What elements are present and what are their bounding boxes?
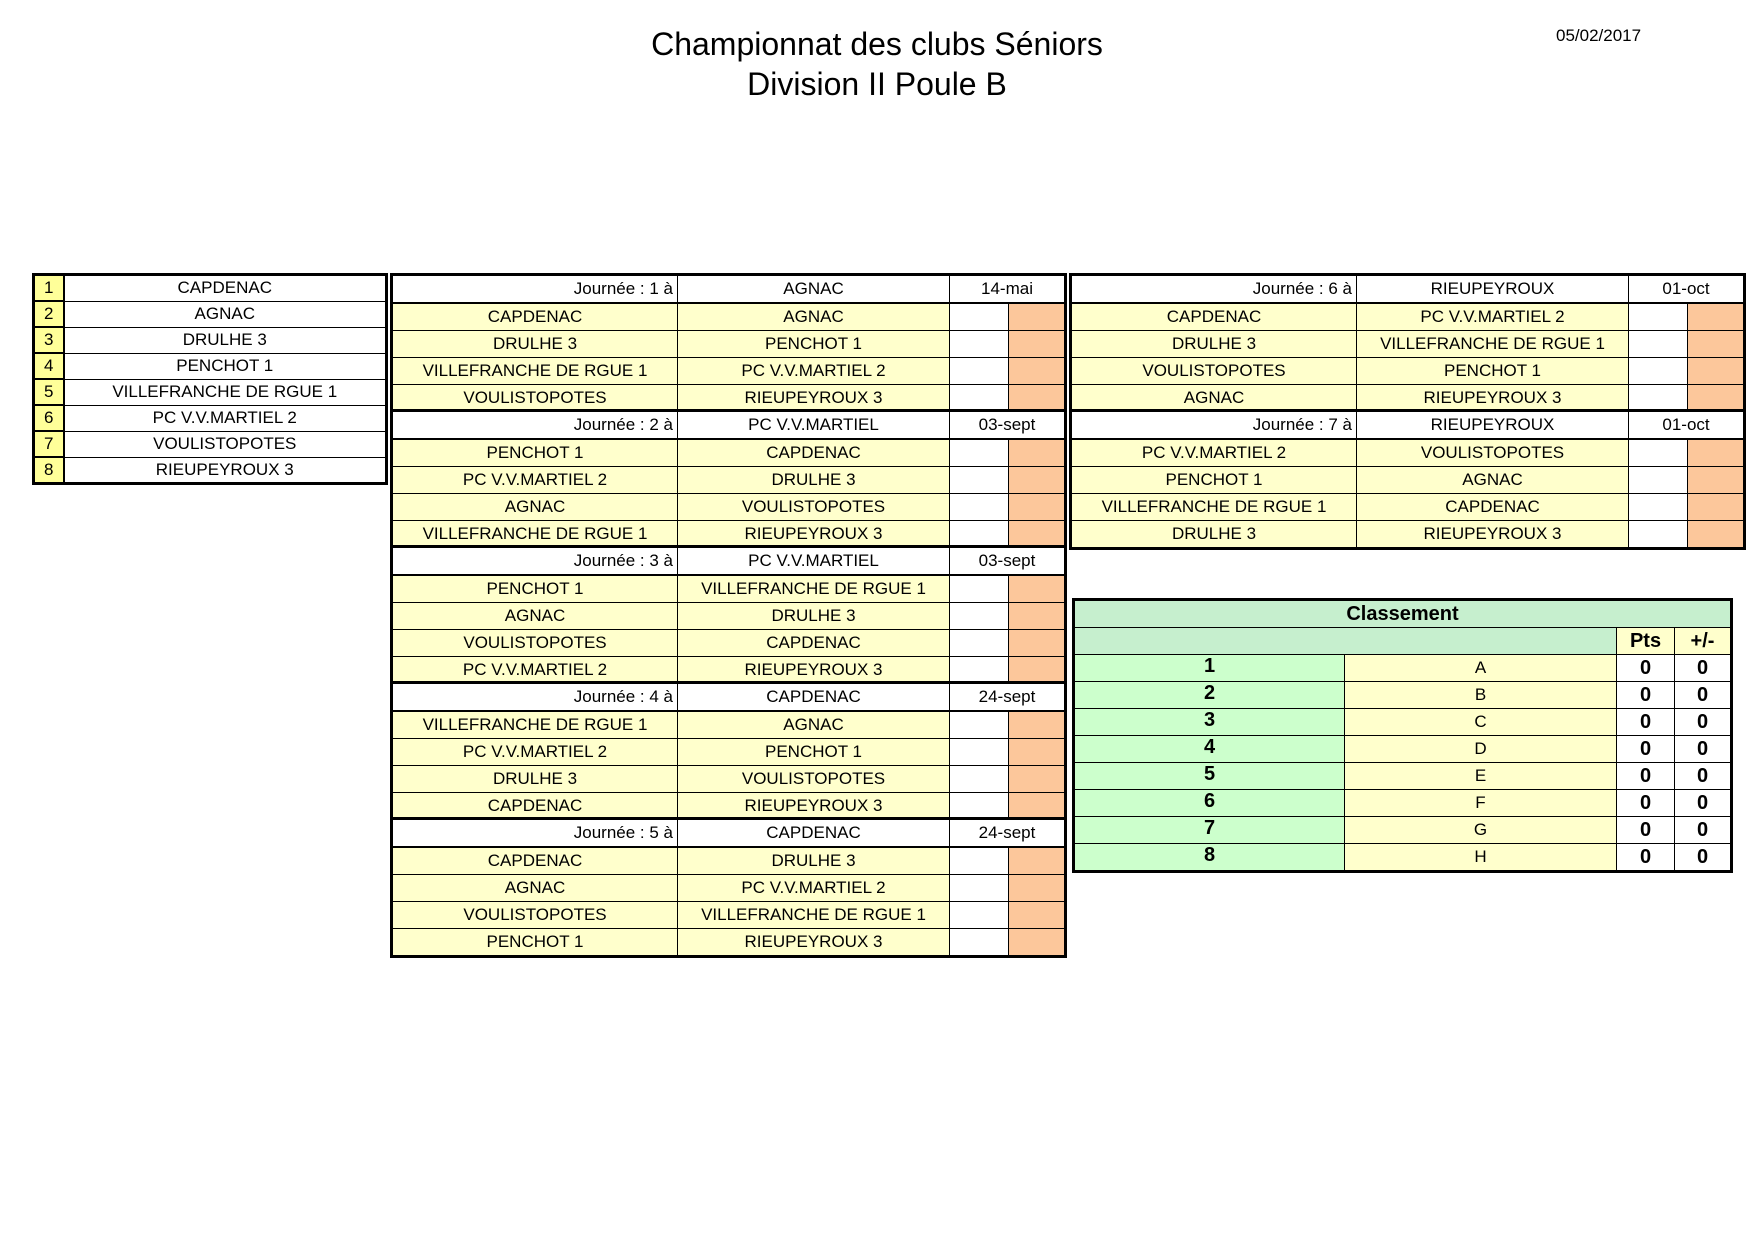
standings-points: 0 xyxy=(1617,844,1675,872)
standings-diff: 0 xyxy=(1675,655,1732,682)
round-date: 24-sept xyxy=(950,683,1066,712)
match-row xyxy=(392,630,1066,657)
home-score-cell[interactable] xyxy=(950,467,1009,494)
away-team: RIEUPEYROUX 3 xyxy=(678,657,950,685)
round-venue: PC V.V.MARTIEL xyxy=(678,411,950,440)
standings-diff: 0 xyxy=(1675,790,1732,817)
team-number: 1 xyxy=(34,275,64,302)
home-team: DRULHE 3 xyxy=(392,331,678,358)
round-label: Journée : 2 à xyxy=(392,411,678,440)
team-number: 5 xyxy=(34,379,64,405)
standings-rank: 2 xyxy=(1074,682,1345,709)
team-name: VILLEFRANCHE DE RGUE 1 xyxy=(64,379,387,405)
standings-title: Classement xyxy=(1074,600,1732,628)
away-team: AGNAC xyxy=(678,303,950,331)
match-row xyxy=(392,575,1066,603)
home-team: CAPDENAC xyxy=(392,793,678,821)
title-line-2: Division II Poule B xyxy=(747,66,1007,102)
round-date: 03-sept xyxy=(950,547,1066,576)
home-score-cell[interactable] xyxy=(950,847,1009,875)
team-name: AGNAC xyxy=(64,301,387,327)
away-team: VILLEFRANCHE DE RGUE 1 xyxy=(1357,331,1629,358)
away-score-cell[interactable] xyxy=(1009,929,1066,957)
print-date: 05/02/2017 xyxy=(1556,26,1642,45)
round-label: Journée : 7 à xyxy=(1071,411,1357,440)
match-row xyxy=(1071,467,1745,494)
match-row xyxy=(392,739,1066,766)
standings-table xyxy=(1072,598,1733,873)
away-score-cell[interactable] xyxy=(1009,331,1066,358)
round-venue: PC V.V.MARTIEL xyxy=(678,547,950,576)
match-row xyxy=(392,467,1066,494)
away-score-cell[interactable] xyxy=(1009,467,1066,494)
team-number: 8 xyxy=(34,457,64,484)
standings-row xyxy=(1074,763,1732,790)
round-label: Journée : 6 à xyxy=(1071,275,1357,304)
match-row xyxy=(392,331,1066,358)
round-5-block xyxy=(390,817,1067,958)
home-score-cell[interactable] xyxy=(950,711,1009,739)
away-score-cell[interactable] xyxy=(1688,467,1745,494)
round-date: 01-oct xyxy=(1629,275,1745,304)
home-team: PENCHOT 1 xyxy=(392,575,678,603)
match-row xyxy=(392,711,1066,739)
home-team: CAPDENAC xyxy=(1071,303,1357,331)
home-team: VOULISTOPOTES xyxy=(392,630,678,657)
home-score-cell[interactable] xyxy=(950,875,1009,902)
standings-diff: 0 xyxy=(1675,682,1732,709)
home-team: CAPDENAC xyxy=(392,303,678,331)
away-score-cell[interactable] xyxy=(1009,902,1066,929)
team-number: 2 xyxy=(34,301,64,327)
match-row xyxy=(392,603,1066,630)
match-row xyxy=(1071,494,1745,521)
away-team: VOULISTOPOTES xyxy=(678,766,950,793)
home-score-cell[interactable] xyxy=(1629,303,1688,331)
home-team: PC V.V.MARTIEL 2 xyxy=(392,739,678,766)
standings-rank: 3 xyxy=(1074,709,1345,736)
away-team: CAPDENAC xyxy=(1357,494,1629,521)
team-list xyxy=(32,273,388,485)
standings-points: 0 xyxy=(1617,682,1675,709)
round-label: Journée : 1 à xyxy=(392,275,678,304)
team-row xyxy=(34,379,387,405)
away-team: DRULHE 3 xyxy=(678,467,950,494)
home-score-cell[interactable] xyxy=(1629,439,1688,467)
standings-points: 0 xyxy=(1617,736,1675,763)
home-team: AGNAC xyxy=(392,494,678,521)
away-team: VILLEFRANCHE DE RGUE 1 xyxy=(678,902,950,929)
standings-points: 0 xyxy=(1617,655,1675,682)
match-row xyxy=(1071,439,1745,467)
home-score-cell[interactable] xyxy=(950,575,1009,603)
away-team: RIEUPEYROUX 3 xyxy=(678,385,950,413)
home-team: DRULHE 3 xyxy=(392,766,678,793)
standings-title-row xyxy=(1074,600,1732,628)
standings-rank: 8 xyxy=(1074,844,1345,872)
home-score-cell[interactable] xyxy=(1629,521,1688,549)
home-score-cell[interactable] xyxy=(950,603,1009,630)
home-score-cell[interactable] xyxy=(950,303,1009,331)
team-row xyxy=(34,431,387,457)
pts-header: Pts xyxy=(1617,628,1675,655)
home-team: PENCHOT 1 xyxy=(392,929,678,957)
away-score-cell[interactable] xyxy=(1009,439,1066,467)
round-venue: CAPDENAC xyxy=(678,683,950,712)
team-number: 7 xyxy=(34,431,64,457)
team-name: PC V.V.MARTIEL 2 xyxy=(64,405,387,431)
away-score-cell[interactable] xyxy=(1009,303,1066,331)
round-header xyxy=(392,683,1066,712)
round-3-block xyxy=(390,545,1067,686)
round-venue: CAPDENAC xyxy=(678,819,950,848)
away-score-cell[interactable] xyxy=(1688,521,1745,549)
team-number: 3 xyxy=(34,327,64,353)
home-score-cell[interactable] xyxy=(950,331,1009,358)
team-row xyxy=(34,301,387,327)
standings-team: B xyxy=(1345,682,1617,709)
match-row xyxy=(392,902,1066,929)
round-header xyxy=(392,547,1066,576)
standings-points: 0 xyxy=(1617,817,1675,844)
standings-rank: 5 xyxy=(1074,763,1345,790)
standings-header-row xyxy=(1074,628,1732,655)
round-7-block xyxy=(1069,409,1746,550)
home-team: AGNAC xyxy=(1071,385,1357,413)
match-row xyxy=(1071,358,1745,385)
standings-row xyxy=(1074,817,1732,844)
match-row xyxy=(392,929,1066,957)
away-team: CAPDENAC xyxy=(678,439,950,467)
standings-diff: 0 xyxy=(1675,736,1732,763)
standings-team: D xyxy=(1345,736,1617,763)
team-name: PENCHOT 1 xyxy=(64,353,387,379)
round-label: Journée : 3 à xyxy=(392,547,678,576)
match-row xyxy=(392,303,1066,331)
away-team: PENCHOT 1 xyxy=(678,331,950,358)
standings-diff: 0 xyxy=(1675,763,1732,790)
home-team: VILLEFRANCHE DE RGUE 1 xyxy=(392,358,678,385)
standings-rank: 4 xyxy=(1074,736,1345,763)
standings-row xyxy=(1074,844,1732,872)
standings-row xyxy=(1074,655,1732,682)
title-line-1: Championnat des clubs Séniors xyxy=(651,26,1103,62)
away-score-cell[interactable] xyxy=(1009,875,1066,902)
home-team: VOULISTOPOTES xyxy=(392,385,678,413)
round-header xyxy=(1071,411,1745,440)
standings-diff: 0 xyxy=(1675,817,1732,844)
team-name: VOULISTOPOTES xyxy=(64,431,387,457)
standings-rank: 1 xyxy=(1074,655,1345,682)
round-header xyxy=(1071,275,1745,304)
away-score-cell[interactable] xyxy=(1009,766,1066,793)
round-date: 03-sept xyxy=(950,411,1066,440)
home-score-cell[interactable] xyxy=(950,494,1009,521)
away-team: CAPDENAC xyxy=(678,630,950,657)
match-row xyxy=(392,847,1066,875)
away-team: VOULISTOPOTES xyxy=(678,494,950,521)
team-row xyxy=(34,353,387,379)
standings-points: 0 xyxy=(1617,709,1675,736)
home-score-cell[interactable] xyxy=(950,439,1009,467)
team-name: DRULHE 3 xyxy=(64,327,387,353)
match-row xyxy=(1071,331,1745,358)
team-row xyxy=(34,405,387,431)
away-score-cell[interactable] xyxy=(1009,630,1066,657)
match-row xyxy=(1071,303,1745,331)
round-venue: RIEUPEYROUX xyxy=(1357,411,1629,440)
standings-diff: 0 xyxy=(1675,709,1732,736)
standings-rank: 6 xyxy=(1074,790,1345,817)
standings-team: A xyxy=(1345,655,1617,682)
home-team: PC V.V.MARTIEL 2 xyxy=(392,467,678,494)
away-team: PENCHOT 1 xyxy=(1357,358,1629,385)
home-team: VOULISTOPOTES xyxy=(392,902,678,929)
team-row xyxy=(34,275,387,302)
away-score-cell[interactable] xyxy=(1688,303,1745,331)
round-label: Journée : 4 à xyxy=(392,683,678,712)
away-score-cell[interactable] xyxy=(1688,331,1745,358)
round-header xyxy=(392,411,1066,440)
away-team: RIEUPEYROUX 3 xyxy=(1357,385,1629,413)
standings-row xyxy=(1074,790,1732,817)
standings-team: F xyxy=(1345,790,1617,817)
team-name: CAPDENAC xyxy=(64,275,387,302)
home-score-cell[interactable] xyxy=(1629,331,1688,358)
round-1-block xyxy=(390,273,1067,414)
away-team: AGNAC xyxy=(1357,467,1629,494)
team-row xyxy=(34,457,387,484)
team-number: 6 xyxy=(34,405,64,431)
away-team: RIEUPEYROUX 3 xyxy=(1357,521,1629,549)
home-team: VILLEFRANCHE DE RGUE 1 xyxy=(392,711,678,739)
home-team: PC V.V.MARTIEL 2 xyxy=(392,657,678,685)
standings-points: 0 xyxy=(1617,763,1675,790)
home-score-cell[interactable] xyxy=(1629,358,1688,385)
round-label: Journée : 5 à xyxy=(392,819,678,848)
standings-diff: 0 xyxy=(1675,844,1732,872)
away-score-cell[interactable] xyxy=(1009,575,1066,603)
home-score-cell[interactable] xyxy=(1629,467,1688,494)
home-team: AGNAC xyxy=(392,603,678,630)
team-row xyxy=(34,327,387,353)
home-score-cell[interactable] xyxy=(950,929,1009,957)
round-date: 24-sept xyxy=(950,819,1066,848)
round-header xyxy=(392,275,1066,304)
away-score-cell[interactable] xyxy=(1009,711,1066,739)
standings-rank: 7 xyxy=(1074,817,1345,844)
home-team: VOULISTOPOTES xyxy=(1071,358,1357,385)
home-team: VILLEFRANCHE DE RGUE 1 xyxy=(1071,494,1357,521)
home-team: PC V.V.MARTIEL 2 xyxy=(1071,439,1357,467)
away-team: PC V.V.MARTIEL 2 xyxy=(678,358,950,385)
away-score-cell[interactable] xyxy=(1009,847,1066,875)
away-team: RIEUPEYROUX 3 xyxy=(678,793,950,821)
away-team: AGNAC xyxy=(678,711,950,739)
home-team: AGNAC xyxy=(392,875,678,902)
home-score-cell[interactable] xyxy=(950,902,1009,929)
away-team: DRULHE 3 xyxy=(678,603,950,630)
match-row xyxy=(392,494,1066,521)
away-team: RIEUPEYROUX 3 xyxy=(678,929,950,957)
home-team: DRULHE 3 xyxy=(1071,331,1357,358)
home-score-cell[interactable] xyxy=(950,739,1009,766)
home-team: PENCHOT 1 xyxy=(392,439,678,467)
round-venue: RIEUPEYROUX xyxy=(1357,275,1629,304)
home-score-cell[interactable] xyxy=(1629,494,1688,521)
away-score-cell[interactable] xyxy=(1009,603,1066,630)
home-team: DRULHE 3 xyxy=(1071,521,1357,549)
home-score-cell[interactable] xyxy=(950,766,1009,793)
away-score-cell[interactable] xyxy=(1688,494,1745,521)
standings-points: 0 xyxy=(1617,790,1675,817)
away-score-cell[interactable] xyxy=(1688,439,1745,467)
standings-team: E xyxy=(1345,763,1617,790)
round-4-block xyxy=(390,681,1067,822)
match-row xyxy=(392,875,1066,902)
standings-row xyxy=(1074,682,1732,709)
standings-row xyxy=(1074,736,1732,763)
match-row xyxy=(392,766,1066,793)
away-team: DRULHE 3 xyxy=(678,847,950,875)
home-score-cell[interactable] xyxy=(950,358,1009,385)
round-date: 01-oct xyxy=(1629,411,1745,440)
round-header xyxy=(392,819,1066,848)
away-team: PENCHOT 1 xyxy=(678,739,950,766)
away-team: PC V.V.MARTIEL 2 xyxy=(1357,303,1629,331)
standings-team: G xyxy=(1345,817,1617,844)
round-venue: AGNAC xyxy=(678,275,950,304)
diff-header: +/- xyxy=(1675,628,1732,655)
home-team: PENCHOT 1 xyxy=(1071,467,1357,494)
match-row xyxy=(1071,521,1745,549)
round-2-block xyxy=(390,409,1067,550)
away-score-cell[interactable] xyxy=(1009,358,1066,385)
team-name: RIEUPEYROUX 3 xyxy=(64,457,387,484)
match-row xyxy=(392,358,1066,385)
standings-team: H xyxy=(1345,844,1617,872)
round-date: 14-mai xyxy=(950,275,1066,304)
away-team: RIEUPEYROUX 3 xyxy=(678,521,950,549)
away-team: VOULISTOPOTES xyxy=(1357,439,1629,467)
page-title xyxy=(0,24,1754,104)
home-team: CAPDENAC xyxy=(392,847,678,875)
home-team: VILLEFRANCHE DE RGUE 1 xyxy=(392,521,678,549)
team-number: 4 xyxy=(34,353,64,379)
away-score-cell[interactable] xyxy=(1009,739,1066,766)
standings-header-blank xyxy=(1074,628,1617,655)
standings-row xyxy=(1074,709,1732,736)
away-score-cell[interactable] xyxy=(1688,358,1745,385)
round-6-block xyxy=(1069,273,1746,414)
away-team: VILLEFRANCHE DE RGUE 1 xyxy=(678,575,950,603)
match-row xyxy=(392,439,1066,467)
away-score-cell[interactable] xyxy=(1009,494,1066,521)
home-score-cell[interactable] xyxy=(950,630,1009,657)
away-team: PC V.V.MARTIEL 2 xyxy=(678,875,950,902)
standings-team: C xyxy=(1345,709,1617,736)
